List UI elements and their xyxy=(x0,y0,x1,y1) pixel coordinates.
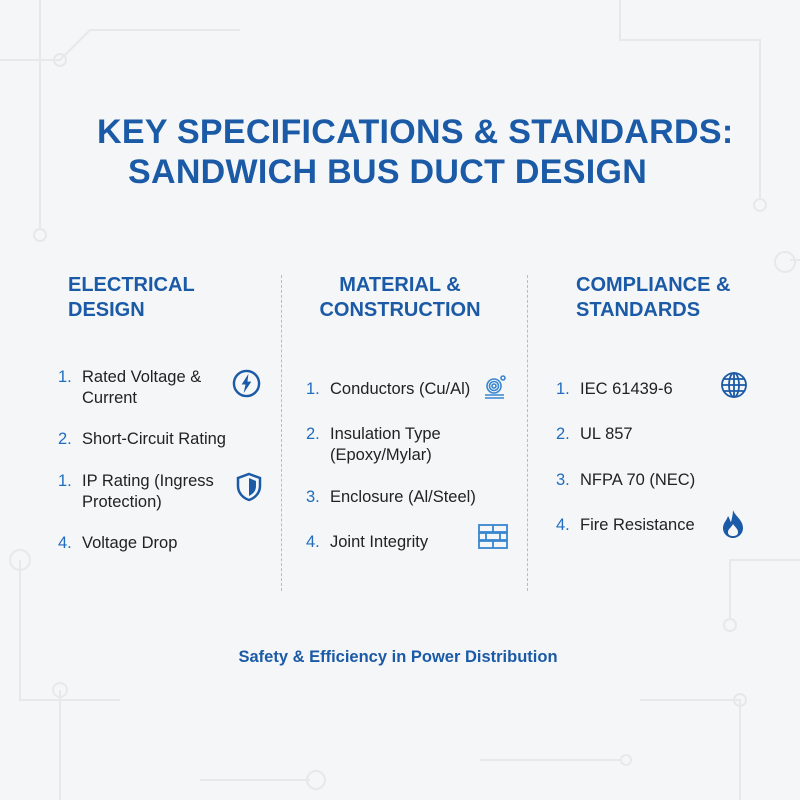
item-text: Enclosure (Al/Steel) xyxy=(330,488,476,506)
lightning-icon xyxy=(232,369,261,398)
item-text: IEC 61439-6 xyxy=(580,380,673,398)
list-item xyxy=(58,533,258,554)
item-text: Fire Resistance xyxy=(580,516,695,534)
item-text: NFPA 70 (NEC) xyxy=(580,471,696,489)
list-item xyxy=(306,379,486,400)
page-title-line2: SANDWICH BUS DUCT DESIGN xyxy=(128,153,648,191)
globe-icon xyxy=(720,371,748,399)
item-number: 1. xyxy=(58,368,72,386)
item-text: Insulation Type (Epoxy/Mylar) xyxy=(330,425,441,464)
list-item xyxy=(556,424,716,445)
item-number: 2. xyxy=(556,425,570,443)
item-number: 1. xyxy=(306,380,320,398)
item-text: Rated Voltage & Current xyxy=(82,368,202,407)
list-item xyxy=(306,487,506,508)
page-title-line1: KEY SPECIFICATIONS & STANDARDS: xyxy=(97,113,734,151)
item-text: IP Rating (Ingress Protection) xyxy=(82,472,214,511)
list-item xyxy=(306,424,486,466)
item-number: 3. xyxy=(306,488,320,506)
item-number: 2. xyxy=(306,425,320,443)
fire-icon xyxy=(721,509,745,539)
item-number: 1. xyxy=(58,472,72,490)
list-item xyxy=(58,367,223,409)
list-item xyxy=(58,429,268,450)
item-number: 4. xyxy=(58,534,72,552)
footer-tagline: Safety & Efficiency in Power Distribution xyxy=(238,648,558,666)
heading-material-construction: MATERIAL & CONSTRUCTION xyxy=(319,274,481,321)
brick-wall-icon xyxy=(477,523,509,551)
coil-icon xyxy=(483,374,507,400)
list-item xyxy=(556,470,726,491)
item-number: 2. xyxy=(58,430,72,448)
list-item xyxy=(556,379,716,400)
column-divider xyxy=(527,275,528,591)
list-item xyxy=(556,515,726,536)
heading-compliance-standards: COMPLIANCE & STANDARDS xyxy=(576,274,731,321)
item-text: UL 857 xyxy=(580,425,633,443)
list-item xyxy=(58,471,228,513)
item-number: 4. xyxy=(306,533,320,551)
item-number: 3. xyxy=(556,471,570,489)
item-text: Joint Integrity xyxy=(330,533,429,551)
item-text: Conductors (Cu/Al) xyxy=(330,380,471,398)
item-text: Voltage Drop xyxy=(82,534,178,552)
item-number: 4. xyxy=(556,516,570,534)
list-item xyxy=(306,532,486,553)
heading-electrical-design: ELECTRICAL DESIGN xyxy=(68,274,195,321)
item-number: 1. xyxy=(556,380,570,398)
shield-icon xyxy=(236,472,262,502)
column-divider xyxy=(281,275,282,591)
item-text: Short-Circuit Rating xyxy=(82,430,226,448)
